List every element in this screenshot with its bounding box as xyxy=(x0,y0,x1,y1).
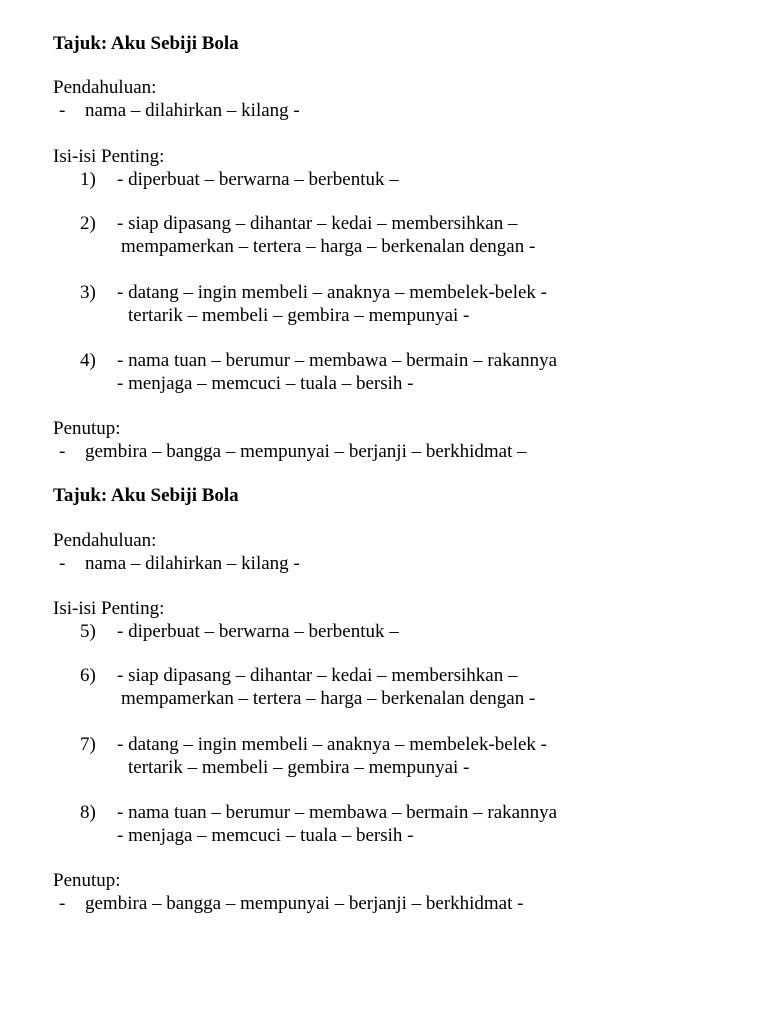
intro-heading: Pendahuluan: xyxy=(53,530,157,551)
point-number: 5) xyxy=(80,621,96,642)
point-number: 1) xyxy=(80,169,96,190)
point-number: 3) xyxy=(80,282,96,303)
point-line-2: tertarik – membeli – gembira – mempunyai - xyxy=(128,757,470,778)
closing-dash: - xyxy=(59,893,66,914)
intro-heading: Pendahuluan: xyxy=(53,77,157,98)
point-line-1: - diperbuat – berwarna – berbentuk – xyxy=(117,169,399,190)
point-line-2: tertarik – membeli – gembira – mempunyai - xyxy=(128,305,470,326)
point-line-1: - datang – ingin membeli – anaknya – membelek-belek - xyxy=(117,282,547,303)
intro-text: nama – dilahirkan – kilang - xyxy=(85,100,300,121)
point-line-2: - menjaga – memcuci – tuala – bersih - xyxy=(117,825,414,846)
closing-text: gembira – bangga – mempunyai – berjanji – berkhidmat – xyxy=(85,441,527,462)
section-title: Tajuk: Aku Sebiji Bola xyxy=(53,485,239,506)
section-title: Tajuk: Aku Sebiji Bola xyxy=(53,33,239,54)
point-line-1: - datang – ingin membeli – anaknya – membelek-belek - xyxy=(117,734,547,755)
point-line-1: - siap dipasang – dihantar – kedai – membersihkan – xyxy=(117,665,518,686)
point-line-1: - diperbuat – berwarna – berbentuk – xyxy=(117,621,399,642)
point-number: 8) xyxy=(80,802,96,823)
point-line-2: - menjaga – memcuci – tuala – bersih - xyxy=(117,373,414,394)
closing-text: gembira – bangga – mempunyai – berjanji – berkhidmat - xyxy=(85,893,524,914)
intro-dash: - xyxy=(59,100,66,121)
main-heading: Isi-isi Penting: xyxy=(53,146,165,167)
point-number: 2) xyxy=(80,213,96,234)
point-line-2: mempamerkan – tertera – harga – berkenalan dengan - xyxy=(121,688,536,709)
closing-heading: Penutup: xyxy=(53,870,121,891)
main-heading: Isi-isi Penting: xyxy=(53,598,165,619)
closing-heading: Penutup: xyxy=(53,418,121,439)
point-number: 6) xyxy=(80,665,96,686)
point-line-1: - siap dipasang – dihantar – kedai – membersihkan – xyxy=(117,213,518,234)
point-number: 7) xyxy=(80,734,96,755)
point-line-1: - nama tuan – berumur – membawa – bermain – rakannya xyxy=(117,350,558,371)
intro-text: nama – dilahirkan – kilang - xyxy=(85,553,300,574)
point-number: 4) xyxy=(80,350,96,371)
closing-dash: - xyxy=(59,441,66,462)
point-line-2: mempamerkan – tertera – harga – berkenalan dengan - xyxy=(121,236,536,257)
point-line-1: - nama tuan – berumur – membawa – bermain – rakannya xyxy=(117,802,558,823)
intro-dash: - xyxy=(59,553,66,574)
